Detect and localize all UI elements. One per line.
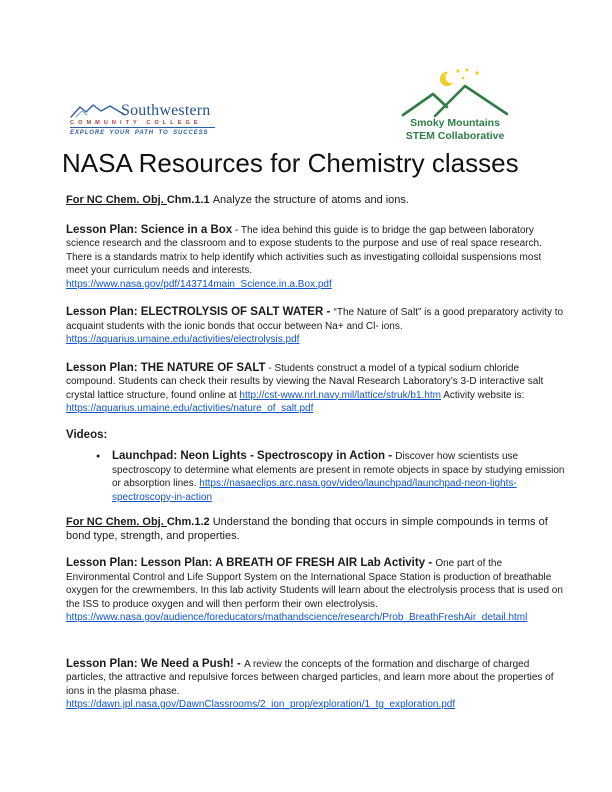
hyperlink[interactable]: http://cst-www.nrl.navy.mil/lattice/struk/b1.htm [239,389,441,401]
text-run: “The Nature of Salt” is a good preparatory activity to acquaint students with the ionic bonds that occur between Na+ and Cl- ions. [66,307,564,332]
text-run: Lesson Plan: Science in a Box [66,223,233,236]
smoky-mountains-stem-logo [400,64,510,142]
text-run: Lesson Plan: THE NATURE OF SALT [66,361,266,374]
text-run: Videos: [66,428,108,441]
mountain-ridge-icon [70,102,126,119]
text-run: One part of the Environmental Control and Life Support System on the International Space Station is production of breathable oxygen for the crewmembers. In this lab activity Students will learn about the electrolysis process that is used on the ISS to produce oxygen and will then perform their own electrolysis. [66,558,563,610]
text-run: Chm.1.1 [166,194,213,206]
text-run: Lesson Plan: Lesson Plan: A BREATH OF FRESH AIR Lab Activity - [66,557,436,569]
bullet-content [112,450,566,504]
bullet-marker: ● [96,453,101,460]
mountains-moon-stars-icon [401,64,509,117]
text-run: Activity website is: [440,389,525,401]
paragraph [66,658,566,712]
paragraph [66,516,566,543]
text-run: Analyze the structure of atoms and ions. [212,194,409,206]
text-run: A review the concepts of the formation and discharge of charged particles, the attractive and repulsive forces between charged particles, and learn more about the properties of ions in the plasma phase. [66,658,554,697]
document-body [66,194,566,727]
smoky-logo-line2: STEM Collaborative [405,129,505,142]
hyperlink[interactable]: https://www.nasa.gov/audience/foreducators/mathandscience/research/Prob_BreathFreshAir_detail.html [66,612,528,623]
paragraph [66,224,566,292]
text-run: Chm.1.2 [166,516,210,528]
hyperlink[interactable]: https://aquarius.umaine.edu/activities/nature_of_salt.pdf [66,403,314,414]
text-run: - Students construct a model of a typical sodium chloride compound. Students can check their results by viewing the Naval Research Laboratory’s 3-D interactive salt crystal lattice structure, found online at [66,362,544,401]
text-run: For NC Chem. Obj. [66,194,167,206]
hyperlink[interactable]: https://aquarius.umaine.edu/activities/electrolysis.pdf [66,334,300,345]
hyperlink[interactable]: https://dawn.jpl.nasa.gov/DawnClassrooms/2_ion_prop/exploration/1_tg_exploration.pdf [66,699,456,710]
southwestern-logo-top-row [70,101,220,119]
bullet-item [66,450,566,504]
page-title: NASA Resources for Chemistry classes [62,148,519,178]
hyperlink[interactable]: https://nasaeclips.arc.nasa.gov/video/launchpad/launchpad-neon-lights-spectroscopy-in-action [112,478,517,503]
paragraph [66,194,566,208]
text-run: Lesson Plan: ELECTROLYSIS OF SALT WATER - [66,306,334,318]
text-run: Lesson Plan: We Need a Push! - [66,657,245,670]
smoky-logo-line1: Smoky Mountains [410,117,500,129]
southwestern-logo-name: Southwestern [121,102,211,119]
southwestern-logo-tagline: EXPLORE YOUR PATH TO SUCCESS [70,130,209,136]
hyperlink[interactable]: https://www.nasa.gov/pdf/143714main_Science.in.a.Box.pdf [66,278,332,290]
southwestern-college-logo [70,101,220,136]
text-run: Launchpad: Neon Lights - Spectroscopy in Action - [112,450,396,462]
paragraph [66,429,566,443]
text-run: Understand the bonding that occurs in simple compounds in terms of bond type, strength, and properties. [66,516,548,542]
text-run: Discover how scientists use spectroscopy to determine what elements are present in remote objects in space by studying emission or absorption lines. [112,451,565,489]
paragraph [66,557,566,625]
southwestern-logo-divider [70,127,215,128]
text-run: For NC Chem. Obj. [66,516,167,528]
text-run: - The idea behind this guide is to bridge the gap between laboratory science research and the classroom and to expose students to the purpose and use of real space research. There is a standards matrix to help identify which activities such as investigating colloidal suspensions most meet your curriculum needs and interests. [66,224,542,276]
southwestern-logo-subtitle: COMMUNITY COLLEGE [70,120,202,126]
paragraph [66,362,566,416]
paragraph [66,306,566,347]
